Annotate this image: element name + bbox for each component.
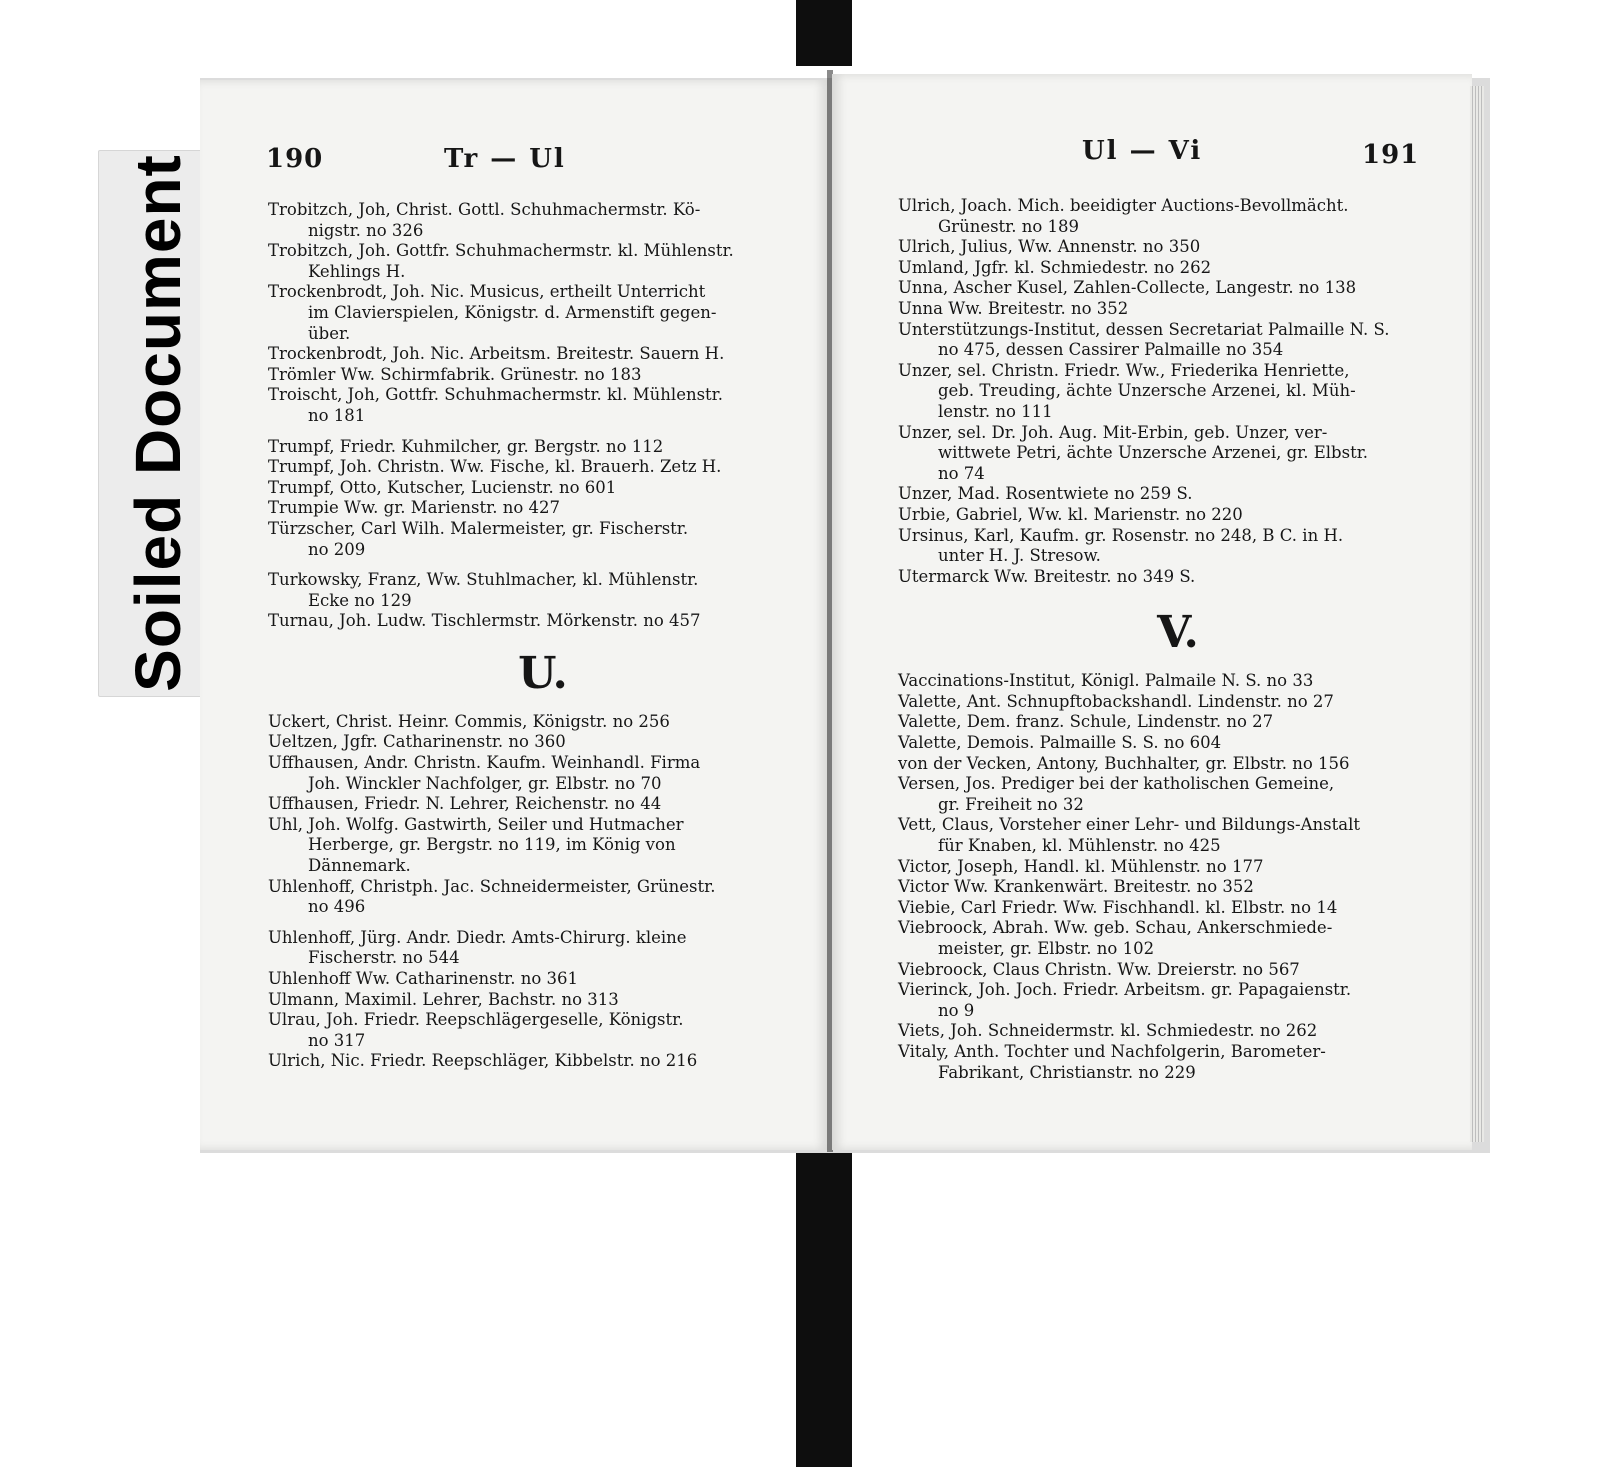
directory-entry (898, 299, 1458, 320)
directory-entry (898, 877, 1458, 898)
entry-line: Uffhausen, Andr. Christn. Kaufm. Weinhandl. Firma (268, 753, 701, 773)
entry-line: Uhlenhoff, Jürg. Andr. Diedr. Amts-Chirurg. kleine (268, 927, 687, 947)
entry-line: über. (308, 323, 351, 343)
directory-entry (268, 457, 818, 478)
entry-line: Valette, Ant. Schnupftobackshandl. Lindenstr. no 27 (898, 691, 1334, 711)
entry-line: Utermarck Ww. Breitestr. no 349 S. (898, 566, 1196, 586)
directory-entry (898, 258, 1458, 279)
directory-entry (898, 754, 1458, 775)
entry-line: Uhl, Joh. Wolfg. Gastwirth, Seiler und Hutmacher (268, 814, 684, 834)
entry-group-u1 (268, 712, 818, 918)
directory-entry (268, 815, 818, 877)
entry-line: Türzscher, Carl Wilh. Malermeister, gr. Fischerstr. (268, 518, 689, 538)
page-edges (1470, 86, 1484, 1142)
entry-line: von der Vecken, Antony, Buchhalter, gr. Elbstr. no 156 (898, 753, 1350, 773)
entry-line: Trockenbrodt, Joh. Nic. Arbeitsm. Breitestr. Sauern H. (268, 344, 725, 364)
entry-group-trumpf (268, 437, 818, 561)
directory-entry (268, 519, 818, 560)
entry-line: Turnau, Joh. Ludw. Tischlermstr. Mörkenstr. no 457 (268, 611, 701, 631)
entry-line: Trömler Ww. Schirmfabrik. Grünestr. no 183 (268, 364, 642, 384)
entry-line: gr. Freiheit no 32 (938, 794, 1084, 814)
entry-line: Ulrich, Joach. Mich. beeidigter Auctions-Bevollmächt. (898, 196, 1349, 215)
entry-line: im Clavierspielen, Königstr. d. Armenstift gegen- (308, 302, 717, 322)
directory-entry (268, 732, 818, 753)
binding-strip-bottom (796, 1132, 852, 1467)
entry-line: Versen, Jos. Prediger bei der katholischen Gemeine, (898, 774, 1335, 794)
directory-entry (898, 733, 1458, 754)
entry-line: Uhlenhoff Ww. Catharinenstr. no 361 (268, 969, 579, 988)
entry-line: Vett, Claus, Vorsteher einer Lehr- und Bildungs-Anstalt (898, 815, 1361, 835)
entry-line: Unterstützungs-Institut, dessen Secretariat Palmaille N. S. (898, 319, 1390, 339)
entry-line: Ulrau, Joh. Friedr. Reepschlägergeselle, Königstr. (268, 1010, 684, 1030)
directory-entry (268, 794, 818, 815)
entry-line: no 181 (308, 405, 366, 425)
directory-entry (898, 567, 1458, 588)
entry-line: Ulrich, Nic. Friedr. Reepschläger, Kibbelstr. no 216 (268, 1051, 698, 1071)
entry-line: Valette, Dem. franz. Schule, Lindenstr. no 27 (898, 712, 1274, 732)
entry-line: Unna, Ascher Kusel, Zahlen-Collecte, Langestr. no 138 (898, 278, 1357, 298)
directory-entry (268, 282, 818, 344)
entry-line: Dännemark. (308, 856, 411, 876)
entry-line: Ecke no 129 (308, 590, 412, 610)
directory-entry (268, 200, 818, 241)
entry-line: Herberge, gr. Bergstr. no 119, im König von (308, 835, 676, 855)
entry-line: Unzer, sel. Dr. Joh. Aug. Mit-Erbin, geb. Unzer, ver- (898, 422, 1328, 442)
entry-line: Unzer, Mad. Rosentwiete no 259 S. (898, 484, 1193, 504)
directory-entry (268, 877, 818, 918)
entry-line: Troischt, Joh, Gottfr. Schuhmachermstr. kl. Mühlenstr. (268, 385, 724, 405)
entry-line: Vitaly, Anth. Tochter und Nachfolgerin, Barometer- (898, 1041, 1326, 1061)
right-page-number: 191 (1362, 140, 1420, 170)
left-page-heading: Tr — Ul (444, 144, 566, 174)
entry-line: Kehlings H. (308, 261, 406, 281)
entry-line: unter H. J. Stresow. (938, 546, 1101, 566)
entry-line: Viebroock, Claus Christn. Ww. Dreierstr. no 567 (898, 959, 1300, 979)
entry-group-ul (898, 196, 1458, 587)
directory-entry (898, 1021, 1458, 1042)
entry-line: Trumpie Ww. gr. Marienstr. no 427 (268, 498, 561, 518)
directory-entry (268, 1051, 818, 1072)
entry-line: Viebroock, Abrah. Ww. geb. Schau, Ankerschmiede- (898, 918, 1333, 938)
section-letter-v: V. (1157, 607, 1199, 659)
directory-entry (268, 478, 818, 499)
entry-group-tr (268, 200, 818, 427)
entry-line: geb. Treuding, ächte Unzersche Arzenei, kl. Müh- (938, 381, 1356, 401)
directory-entry (898, 278, 1458, 299)
directory-entry (898, 857, 1458, 878)
left-entries (268, 200, 818, 1072)
entry-line: nigstr. no 326 (308, 220, 424, 240)
directory-entry (268, 969, 818, 990)
entry-line: Uckert, Christ. Heinr. Commis, Königstr. no 256 (268, 711, 670, 731)
soiled-document-label: Soiled Document (122, 154, 194, 692)
entry-group-turkowsky (268, 570, 818, 632)
entry-line: Uhlenhoff, Christph. Jac. Schneidermeister, Grünestr. (268, 876, 716, 896)
entry-line: Trockenbrodt, Joh. Nic. Musicus, ertheilt Unterricht (268, 282, 706, 302)
directory-entry (268, 928, 818, 969)
right-entries (898, 196, 1458, 1083)
entry-line: Unna Ww. Breitestr. no 352 (898, 298, 1129, 318)
entry-line: no 209 (308, 539, 366, 559)
entry-line: Ulrich, Julius, Ww. Annenstr. no 350 (898, 237, 1201, 257)
directory-entry (898, 361, 1458, 423)
directory-entry (898, 712, 1458, 733)
entry-line: für Knaben, kl. Mühlenstr. no 425 (938, 836, 1221, 856)
entry-line: Victor, Joseph, Handl. kl. Mühlenstr. no 177 (898, 856, 1264, 876)
directory-entry (898, 960, 1458, 981)
directory-entry (898, 671, 1458, 692)
directory-entry (898, 196, 1458, 237)
right-page (832, 74, 1472, 1150)
entry-line: Ulmann, Maximil. Lehrer, Bachstr. no 313 (268, 989, 619, 1009)
entry-line: Viebie, Carl Friedr. Ww. Fischhandl. kl. Elbstr. no 14 (898, 897, 1338, 917)
entry-line: Valette, Demois. Palmaille S. S. no 604 (898, 733, 1222, 753)
directory-entry (898, 774, 1458, 815)
entry-line: Grünestr. no 189 (938, 216, 1080, 236)
entry-line: Ursinus, Karl, Kaufm. gr. Rosenstr. no 248, B C. in H. (898, 525, 1344, 545)
entry-line: Joh. Winckler Nachfolger, gr. Elbstr. no 70 (308, 773, 662, 793)
directory-entry (268, 437, 818, 458)
directory-entry (898, 423, 1458, 485)
left-page (200, 80, 828, 1150)
directory-entry (268, 753, 818, 794)
right-page-heading: Ul — Vi (1082, 136, 1203, 166)
directory-entry (898, 320, 1458, 361)
entry-line: Uffhausen, Friedr. N. Lehrer, Reichenstr. no 44 (268, 794, 662, 814)
entry-line: Umland, Jgfr. kl. Schmiedestr. no 262 (898, 257, 1212, 277)
entry-line: lenstr. no 111 (938, 401, 1053, 421)
binding-strip-top (796, 0, 852, 66)
entry-line: Trobitzch, Joh, Christ. Gottl. Schuhmachermstr. Kö- (268, 200, 701, 219)
directory-entry (898, 505, 1458, 526)
directory-entry (898, 918, 1458, 959)
entry-line: no 9 (938, 1000, 975, 1020)
directory-entry (898, 692, 1458, 713)
entry-line: Vierinck, Joh. Joch. Friedr. Arbeitsm. gr. Papagaienstr. (898, 980, 1352, 1000)
directory-entry (268, 990, 818, 1011)
directory-entry (268, 385, 818, 426)
entry-line: no 74 (938, 463, 985, 483)
directory-entry (898, 484, 1458, 505)
directory-entry (898, 815, 1458, 856)
entry-group-u2 (268, 928, 818, 1072)
entry-line: meister, gr. Elbstr. no 102 (938, 939, 1155, 958)
entry-line: Ueltzen, Jgfr. Catharinenstr. no 360 (268, 732, 566, 752)
entry-line: Urbie, Gabriel, Ww. kl. Marienstr. no 220 (898, 504, 1243, 524)
entry-line: no 496 (308, 897, 366, 917)
entry-line: Fabrikant, Christianstr. no 229 (938, 1062, 1196, 1082)
directory-entry (268, 344, 818, 365)
directory-entry (268, 241, 818, 282)
entry-line: Trumpf, Joh. Christn. Ww. Fische, kl. Brauerh. Zetz H. (268, 457, 722, 477)
directory-entry (268, 365, 818, 386)
directory-entry (898, 898, 1458, 919)
directory-entry (268, 611, 818, 632)
directory-entry (268, 498, 818, 519)
entry-line: Victor Ww. Krankenwärt. Breitestr. no 352 (898, 877, 1254, 897)
entry-line: no 475, dessen Cassirer Palmaille no 354 (938, 340, 1284, 360)
directory-entry (268, 712, 818, 733)
entry-line: Trumpf, Otto, Kutscher, Lucienstr. no 601 (268, 477, 617, 497)
directory-entry (898, 1042, 1458, 1083)
entry-line: Vaccinations-Institut, Königl. Palmaile N. S. no 33 (898, 671, 1314, 691)
directory-entry (898, 980, 1458, 1021)
entry-line: Fischerstr. no 544 (308, 948, 460, 968)
entry-line: Turkowsky, Franz, Ww. Stuhlmacher, kl. Mühlenstr. (268, 570, 699, 590)
directory-entry (898, 526, 1458, 567)
entry-line: no 317 (308, 1030, 366, 1050)
directory-entry (898, 237, 1458, 258)
directory-entry (268, 1010, 818, 1051)
entry-line: Unzer, sel. Christn. Friedr. Ww., Friederika Henriette, (898, 360, 1350, 380)
section-letter-u: U. (518, 647, 568, 699)
entry-line: Trobitzch, Joh. Gottfr. Schuhmachermstr. kl. Mühlenstr. (268, 241, 734, 261)
left-page-number: 190 (266, 144, 324, 174)
entry-group-v (898, 671, 1458, 1083)
entry-line: Viets, Joh. Schneidermstr. kl. Schmiedestr. no 262 (898, 1021, 1318, 1041)
entry-line: Trumpf, Friedr. Kuhmilcher, gr. Bergstr. no 112 (268, 436, 664, 456)
directory-entry (268, 570, 818, 611)
entry-line: wittwete Petri, ächte Unzersche Arzenei, gr. Elbstr. (938, 443, 1369, 463)
